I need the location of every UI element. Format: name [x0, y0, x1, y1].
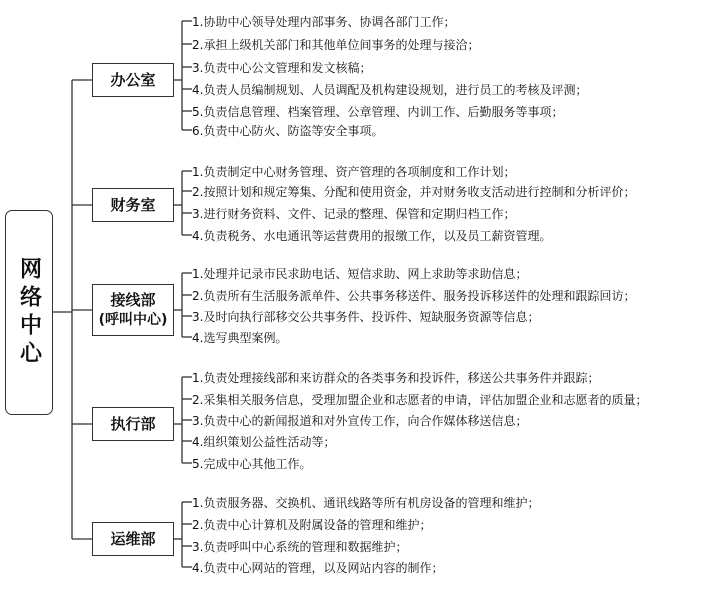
duty-item: 3.进行财务资料、文件、记录的整理、保管和定期归档工作；	[192, 207, 516, 221]
duty-item: 1.负责服务器、交换机、通讯线路等所有机房设备的管理和维护；	[192, 496, 540, 510]
root-node	[5, 210, 53, 415]
duty-item: 6.负责中心防火、防盗等安全事项。	[192, 124, 384, 138]
duty-item: 1.处理并记录市民求助电话、短信求助、网上求助等求助信息；	[192, 267, 528, 281]
duty-item: 3.及时向执行部移交公共事务件、投诉件、短缺服务资源等信息；	[192, 310, 540, 324]
duty-item: 4.负责税务、水电通讯等运营费用的报缴工作，以及员工薪资管理。	[192, 229, 552, 243]
dept-label: 运维部	[110, 530, 156, 548]
duty-item: 4.选写典型案例。	[192, 331, 288, 345]
dept-label: 办公室	[110, 71, 156, 89]
dept-node-call-center	[92, 284, 174, 336]
duty-item: 1.负责制定中心财务管理、资产管理的各项制度和工作计划；	[192, 165, 516, 179]
dept-node-operations	[92, 522, 174, 556]
duty-item: 4.负责人员编制规划、人员调配及机构建设规划，进行员工的考核及评测；	[192, 83, 588, 97]
dept-node-execution	[92, 407, 174, 441]
duty-item: 3.负责中心公文管理和发文核稿；	[192, 61, 372, 75]
dept-label: 接线部	[110, 291, 156, 309]
duty-item: 3.负责呼叫中心系统的管理和数据维护；	[192, 540, 408, 554]
dept-sublabel: (呼叫中心)	[98, 312, 168, 328]
duty-item: 2.按照计划和规定筹集、分配和使用资金，并对财务收支活动进行控制和分析评价；	[192, 185, 636, 199]
duty-item: 4.组织策划公益性活动等；	[192, 435, 336, 449]
duty-item: 5.完成中心其他工作。	[192, 457, 312, 471]
dept-node-finance	[92, 188, 174, 222]
duty-item: 4.负责中心网站的管理，以及网站内容的制作；	[192, 561, 444, 575]
duty-item: 2.采集相关服务信息，受理加盟企业和志愿者的申请，评估加盟企业和志愿者的质量；	[192, 393, 648, 407]
duty-item: 1.负责处理接线部和来访群众的各类事务和投诉件，移送公共事务件并跟踪；	[192, 371, 600, 385]
duty-item: 3.负责中心的新闻报道和对外宣传工作，向合作媒体移送信息；	[192, 414, 528, 428]
duty-item: 1.协助中心领导处理内部事务、协调各部门工作；	[192, 15, 456, 29]
duty-item: 2.承担上级机关部门和其他单位间事务的处理与接洽；	[192, 38, 480, 52]
dept-node-office	[92, 63, 174, 97]
duty-item: 2.负责中心计算机及附属设备的管理和维护；	[192, 518, 432, 532]
duty-item: 5.负责信息管理、档案管理、公章管理、内训工作、后勤服务等事项；	[192, 105, 564, 119]
root-label: 网络中心	[16, 256, 42, 369]
duty-item: 2.负责所有生活服务派单件、公共事务移送件、服务投诉移送件的处理和跟踪回访；	[192, 289, 636, 303]
dept-label: 财务室	[110, 196, 156, 214]
dept-label: 执行部	[110, 415, 156, 433]
